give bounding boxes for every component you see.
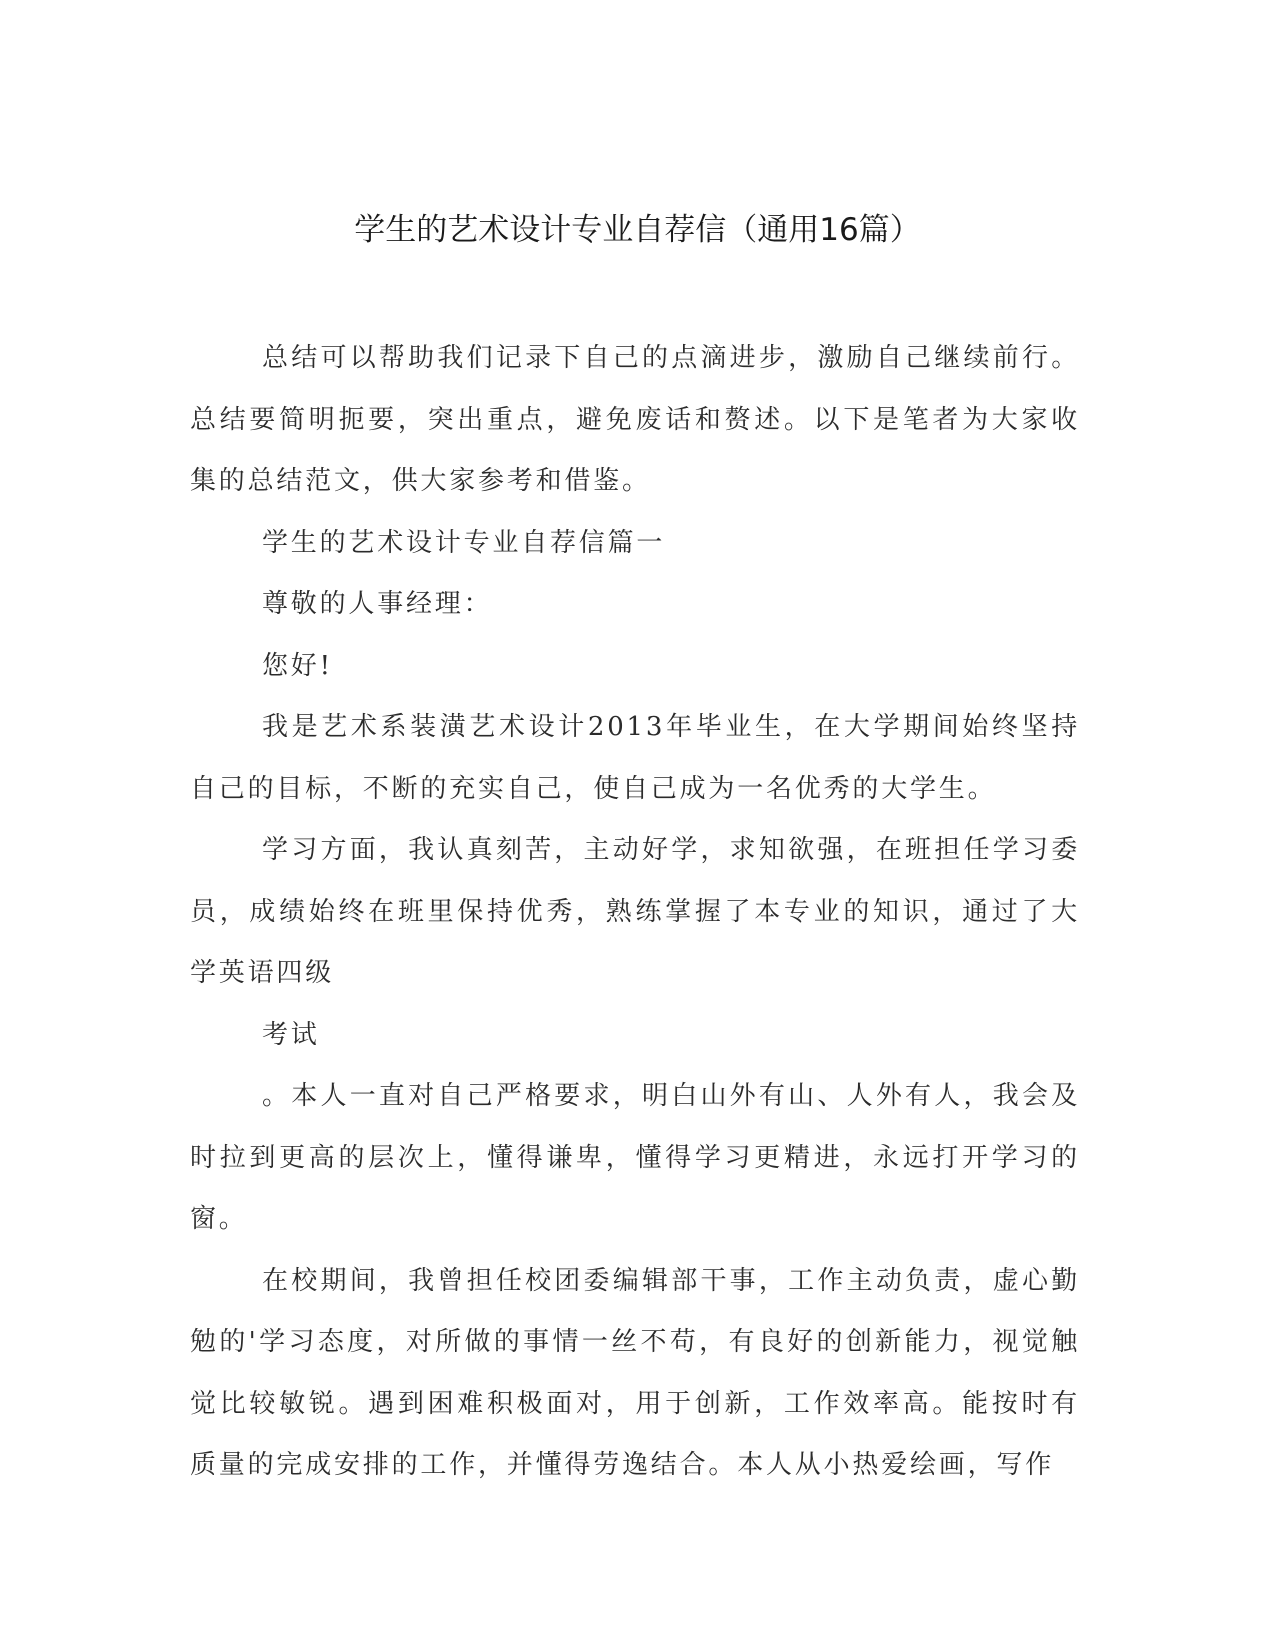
paragraph-intro: 总结可以帮助我们记录下自己的点滴进步，激励自己继续前行。总结要简明扼要，突出重点，避免废话和赘述。以下是笔者为大家收集的总结范文，供大家参考和借鉴。 bbox=[190, 343, 1080, 496]
paragraph-self-discipline: 。本人一直对自己严格要求，明白山外有山、人外有人，我会及时拉到更高的层次上，懂得谦卑，懂得学习更精进，永远打开学习的窗。 bbox=[190, 1081, 1080, 1234]
paragraph-study: 学习方面，我认真刻苦，主动好学，求知欲强，在班担任学习委员，成绩始终在班里保持优秀，熟练掌握了本专业的知识，通过了大学英语四级 bbox=[190, 835, 1080, 988]
document-body bbox=[190, 328, 1080, 1497]
paragraph-exam: 考试 bbox=[262, 1019, 320, 1050]
document-title: 学生的艺术设计专业自荐信（通用16篇） bbox=[354, 212, 921, 248]
paragraph-salutation: 尊敬的人事经理： bbox=[262, 589, 493, 619]
paragraph-introduction: 我是艺术系装潢艺术设计2013年毕业生，在大学期间始终坚持自己的目标，不断的充实自己，使自己成为一名优秀的大学生。 bbox=[190, 712, 1080, 804]
paragraph-greeting: 您好! bbox=[262, 650, 333, 681]
paragraph-section-heading: 学生的艺术设计专业自荐信篇一 bbox=[262, 527, 666, 558]
paragraph-campus-work: 在校期间，我曾担任校团委编辑部干事，工作主动负责，虚心勤勉的'学习态度，对所做的事情一丝不苟，有良好的创新能力，视觉触觉比较敏锐。遇到困难积极面对，用于创新，工作效率高。能按时有质量的完成安排的工作，并懂得劳逸结合。本人从小热爱绘画，写作 bbox=[190, 1265, 1080, 1480]
